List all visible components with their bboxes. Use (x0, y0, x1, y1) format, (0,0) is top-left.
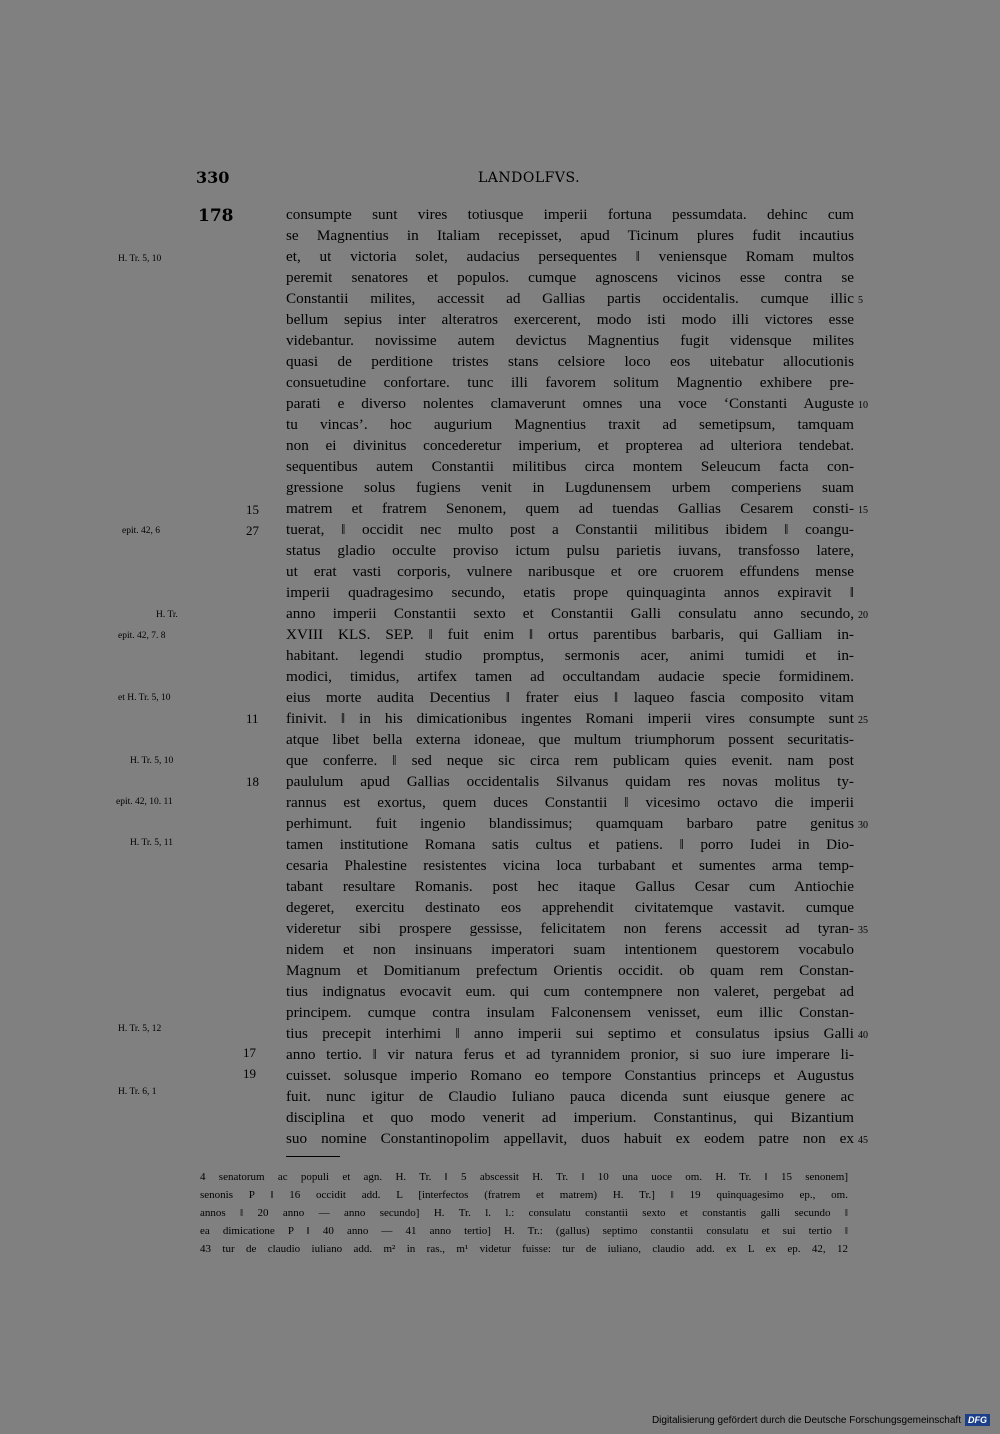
source-reference: epit. 42, 7. 8 (118, 631, 166, 641)
text-line: gressione solus fugiens venit in Lugdunensem urbem comperiens suam (286, 479, 854, 496)
text-line: anno imperii Constantii sexto et Constantii Galli consulatu anno secundo, (286, 605, 854, 622)
digitization-credit (652, 1414, 990, 1426)
source-line-number: 27 (246, 523, 259, 538)
text-line: XVIII KLS. SEP. ‖ fuit enim ‖ ortus parentibus barbaris, qui Galliam in- (286, 626, 854, 643)
text-line: consumpte sunt vires totiusque imperii fortuna pessumdata. dehinc cum (286, 206, 854, 223)
text-line: sequentibus autem Constantii militibus circa montem Seleucum facta con- (286, 458, 854, 475)
text-line: anno tertio. ‖ vir natura ferus et ad tyrannidem pronior, si suo iure imperare li- (286, 1046, 854, 1063)
text-line: peremit senatores et populos. cumque agnoscens vicinos esse contra se (286, 269, 854, 286)
source-reference: H. Tr. 5, 11 (130, 838, 173, 848)
footnote-line: senonis P ‖ 16 occidit add. L [interfectos (fratrem et matrem) H. Tr.] ‖ 19 quinquagesimo ep., om. (200, 1189, 848, 1201)
credit-text: Digitalisierung gefördert durch die Deutsche Forschungsgemeinschaft (651, 1414, 961, 1426)
text-line: ut erat vasti corporis, vulnere naribusque et ore cruorem effundens mense (286, 563, 854, 580)
text-line: tabant resultare Romanis. post hec itaque Gallus Cesar cum Antiochie (286, 878, 854, 895)
footnote-line: annos ‖ 20 anno — anno secundo] H. Tr. l. l.: consulatu constantii sexto et constantis galli secundo ‖ (200, 1207, 848, 1219)
text-line: nidem et non insinuans imperatori suam intentionem questorem vocabulo (286, 941, 854, 958)
source-line-number: 17 (243, 1045, 256, 1060)
text-line: paululum apud Gallias occidentalis Silvanus quidam res novas molitus ty- (286, 773, 854, 790)
footnote-line: ea dimicatione P ‖ 40 anno — 41 anno tertio] H. Tr.: (gallus) septimo constantii consulatu et sui tertio ‖ (200, 1225, 848, 1237)
footnote-line: 4 senatorum ac populi et agn. H. Tr. ‖ 5 abscessit H. Tr. ‖ 10 una uoce om. H. Tr. ‖ 15 senonem] (200, 1171, 848, 1183)
text-line: cesaria Phalestine resistentes vicina loca turbabant et sumentes arma temp- (286, 857, 854, 874)
source-reference: H. Tr. 5, 10 (118, 254, 162, 264)
text-line: atque libet bella externa idoneae, que multum triumphorum possent securitatis- (286, 731, 854, 748)
text-line: et, ut victoria solet, audacius persequentes ‖ veniensque Romam multos (286, 248, 854, 265)
text-line: se Magnentius in Italiam recepisset, apud Ticinum plures fudit incautius (286, 227, 854, 244)
line-number: 25 (858, 715, 868, 726)
text-line: disciplina et quo modo venerit ad imperium. Constantinus, qui Bizantium (286, 1109, 854, 1126)
source-reference: epit. 42, 10. 11 (116, 797, 173, 807)
text-line: finivit. ‖ in his dimicationibus ingentes Romani imperii vires consumpte sunt (286, 710, 854, 727)
footnote-divider (286, 1156, 340, 1157)
source-line-number: 11 (246, 711, 259, 726)
text-line: habitant. legendi studio promptus, sermonis acer, animi tumidi et in- (286, 647, 854, 664)
source-reference: H. Tr. 6, 1 (118, 1087, 157, 1097)
chapter-number: 178 (198, 206, 234, 226)
text-line: que conferre. ‖ sed neque sic circa rem publicam quies evenit. nam post (286, 752, 854, 769)
text-line: non ei divinitus concederetur imperium, et propterea ad ulteriora tendebat. (286, 437, 854, 454)
source-reference: H. Tr. 5, 12 (118, 1024, 162, 1034)
text-line: imperii quadragesimo secundo, etatis prope quinquaginta annos expiravit ‖ (286, 584, 854, 601)
source-line-number: 19 (243, 1066, 256, 1081)
text-line: Constantii milites, accessit ad Gallias partis occidentalis. cumque illic (286, 290, 854, 307)
text-line: tius precepit interhimi ‖ anno imperii sui septimo et consulatus ipsius Galli (286, 1025, 854, 1042)
text-line: tuerat, ‖ occidit nec multo post a Constantii militibus ibidem ‖ coangu- (286, 521, 854, 538)
footnote-line: 43 tur de claudio iuliano add. m² in ras., m¹ videtur fuisse: tur de iuliano, claudio add. ex L ex ep. 42, 12 (200, 1243, 848, 1255)
text-line: bellum sepius inter alteratros exercerent, modo isti modo illi victores esse (286, 311, 854, 328)
text-line: videretur sibi prospere gessisse, felicitatem non ferens accessit ad tyran- (286, 920, 854, 937)
text-line: tamen institutione Romana satis cultus et patiens. ‖ porro Iudei in Dio- (286, 836, 854, 853)
text-line: modici, timidus, artifex tamen ad occultandam audacie specie formidinem. (286, 668, 854, 685)
line-number: 20 (858, 610, 868, 621)
line-number: 30 (858, 820, 868, 831)
line-number: 35 (858, 925, 868, 936)
source-line-number: 15 (246, 502, 259, 517)
text-line: tu vincas’. hoc augurium Magnentius traxit ad semetipsum, tamquam (286, 416, 854, 433)
text-line: eius morte audita Decentius ‖ frater eius ‖ laqueo fascia composito vitam (286, 689, 854, 706)
line-number: 45 (858, 1135, 868, 1146)
text-line: degeret, exercitu destinato eos apprehendit civitatemque vastavit. cumque (286, 899, 854, 916)
text-line: parati e diverso nolentes clamaverunt omnes una voce ‘Constanti Auguste (286, 395, 854, 412)
line-number: 5 (858, 295, 863, 306)
source-reference: et H. Tr. 5, 10 (118, 693, 171, 703)
line-number: 10 (858, 400, 868, 411)
text-line: Magnum et Domitianum prefectum Orientis occidit. ob quam rem Constan- (286, 962, 854, 979)
text-line: cuisset. solusque imperio Romano eo tempore Constantius princeps et Augustus (286, 1067, 854, 1084)
text-line: quasi de perditione tristes stans celsiore loco eos uitebatur allocutionis (286, 353, 854, 370)
text-line: matrem et fratrem Senonem, quem ad tuendas Gallias Cesarem consti- (286, 500, 854, 517)
source-reference: epit. 42, 6 (122, 526, 160, 536)
text-line: principem. cumque contra insulam Falconensem venisset, eum illic Constan- (286, 1004, 854, 1021)
text-line: perhimunt. fuit ingenio blandissimus; quamquam barbaro patre genitus (286, 815, 854, 832)
source-line-number: 18 (246, 774, 259, 789)
line-number: 40 (858, 1030, 868, 1041)
text-line: tius indignatus evocavit eum. qui cum contempnere non valeret, pergebat ad (286, 983, 854, 1000)
text-line: status gladio occulte proviso ictum pulsu parietis iuvans, transfosso latere, (286, 542, 854, 559)
text-line: fuit. nunc igitur de Claudio Iuliano pauca dicenda sunt eiusque genere ac (286, 1088, 854, 1105)
source-reference: H. Tr. 5, 10 (130, 756, 174, 766)
running-title: LANDOLFVS. (478, 170, 581, 186)
dfg-logo: DFG (965, 1414, 990, 1426)
source-reference: H. Tr. (156, 610, 178, 620)
text-line: consuetudine confortare. tunc illi favorem solitum Magnentio exhibere pre- (286, 374, 854, 391)
text-line: videbantur. novissime autem devictus Magnentius fugit vidensque milites (286, 332, 854, 349)
line-number: 15 (858, 505, 868, 516)
text-line: rannus est exortus, quem duces Constantii ‖ vicesimo octavo die imperii (286, 794, 854, 811)
text-line: suo nomine Constantinopolim appellavit, duos habuit ex eodem patre non ex (286, 1130, 854, 1147)
page-number: 330 (196, 168, 230, 187)
